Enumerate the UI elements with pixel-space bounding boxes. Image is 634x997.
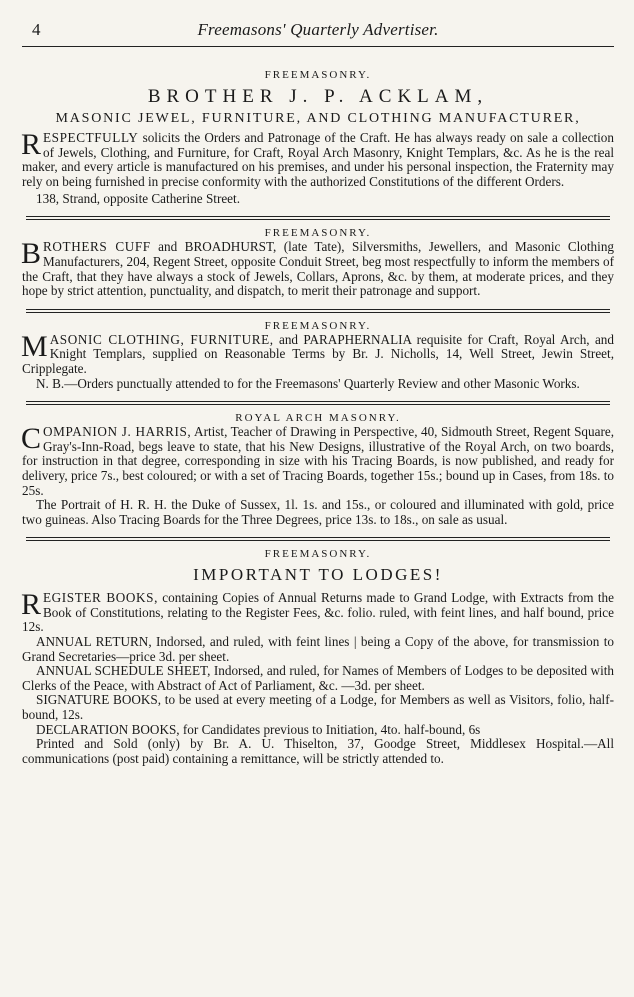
divider [26, 309, 610, 313]
drop-cap: R [21, 588, 42, 622]
advert-body [21, 588, 614, 635]
advert-title: IMPORTANT TO LODGES! [193, 565, 443, 585]
divider [26, 216, 610, 220]
section-label: FREEMASONRY. [264, 227, 372, 240]
advert-body [21, 128, 614, 189]
advert-register-books [22, 547, 614, 766]
list-item: SIGNATURE BOOKS, to be used at every meeting of a Lodge, for Members as well as Visitors, folio, half-bound, 12s. [22, 692, 614, 723]
list-item: ANNUAL RETURN, Indorsed, and ruled, with feint lines | being a Copy of the above, for transmission to Grand Secretaries—price 3d. per sheet. [22, 634, 614, 664]
advert-body [21, 422, 614, 498]
advert-note: N. B.—Orders punctually attended to for the Freemasons' Quarterly Review and other Masonic Works. [36, 375, 580, 391]
drop-cap: B [21, 237, 42, 271]
advert-address: 138, Strand, opposite Catherine Street. [36, 191, 241, 207]
drop-cap: C [21, 422, 42, 456]
advert-acklam [22, 68, 614, 206]
advert-body [21, 237, 615, 299]
body-text: and BROADHURST, (late Tate), Silversmiths, Jewellers, and Masonic Clothing Manufacturers, 204, Regent Street, opposite Conduit Street, beg most respectfully to inform the members of the Craft, that they have always a stock of Jewels, Collars, Aprons, &c. by them, at moderate prices, and they hope by strict attention, punctuality, and dispatch, to merit their patronage and support. [22, 239, 615, 299]
list-item: DECLARATION BOOKS, for Candidates previous to Initiation, 4to. half-bound, 6s [36, 721, 481, 737]
advert-paragraph: The Portrait of H. R. H. the Duke of Sussex, 1l. 1s. and 15s., or coloured and illuminated with gold, price two guineas. Also Tracing Boards for the Three Degrees, price 13s. to 18s., on sale as usual. [22, 497, 614, 527]
divider [26, 537, 610, 541]
advert-cuff-broadhurst [22, 226, 614, 298]
body-text: containing Copies of Annual Returns made to Grand Lodge, with Extracts from the Book of Constitutions, relating to the Register Fees, &c. folio. ruled, with feint lines, and half bound, price 12s. [22, 590, 614, 635]
lead-word: ASONIC CLOTHING, FURNITURE, [49, 331, 274, 347]
section-label: FREEMASONRY. [264, 319, 372, 332]
advert-harris [22, 411, 614, 527]
body-text: and PARAPHERNALIA requisite for Craft, Royal Arch, and Knight Templars, supplied on Reasonable Terms by Br. J. Nicholls, 14, Well Street, Jewin Street, Cripplegate. [22, 331, 614, 376]
header-rule [22, 46, 614, 47]
drop-cap: R [21, 128, 42, 161]
advert-subtitle: MASONIC JEWEL, FURNITURE, AND CLOTHING MANUFACTURER, [55, 111, 581, 126]
divider [26, 401, 610, 405]
running-title: Freemasons' Quarterly Advertiser. [197, 20, 439, 39]
advert-title: BROTHER J. P. ACKLAM, [147, 86, 489, 107]
page-number: 4 [32, 20, 41, 39]
list-item: ANNUAL SCHEDULE SHEET, Indorsed, and ruled, for Names of Members of Lodges to be deposited with Clerks of the Peace, with Abstract of Act of Parliament, &c. —3d. per sheet. [22, 663, 614, 693]
lead-word: ESPECTFULLY [43, 130, 139, 145]
section-label: ROYAL ARCH MASONRY. [235, 412, 401, 425]
body-text: Artist, Teacher of Drawing in Perspective, 40, Sidmouth Street, Regent Square, Gray's-Inn-Road, begs leave to state, that his New Designs, illustrative of the Royal Arch, on two boards, for instruction in that degree, corresponding in size with his Tracing Boards, is now published, and ready for delivery, price 7s., best coloured; or with a set of Tracing Boards, together 15s.; bound up in Cases, from 18s. to 25s. [22, 424, 614, 498]
list-item: Printed and Sold (only) by Br. A. U. Thiselton, 37, Goodge Street, Middlesex Hospital.—All communications (post paid) containing a remittance, will be strictly attended to. [22, 736, 614, 766]
lead-word: OMPANION J. HARRIS, [43, 424, 192, 440]
page-header [22, 0, 614, 48]
section-label: FREEMASONRY. [264, 548, 372, 561]
section-label: FREEMASONRY. [264, 69, 372, 81]
drop-cap: M [21, 329, 48, 363]
lead-word: ROTHERS CUFF [43, 239, 151, 255]
advert-body [21, 329, 614, 377]
lead-word: EGISTER BOOKS, [43, 590, 158, 606]
advert-nicholls [22, 319, 614, 391]
body-text: solicits the Orders and Patronage of the Craft. He has always ready on sale a collection of Jewels, Clothing, and Furniture, for Craft, Royal Arch Masonry, Knight Templars, &c. As he is the real maker, and every article is manufactured on his premises, and under his personal inspection, the Fraternity may rely on being furnished in precise conformity with the authorized Constitutions of the different Orders. [22, 130, 614, 189]
